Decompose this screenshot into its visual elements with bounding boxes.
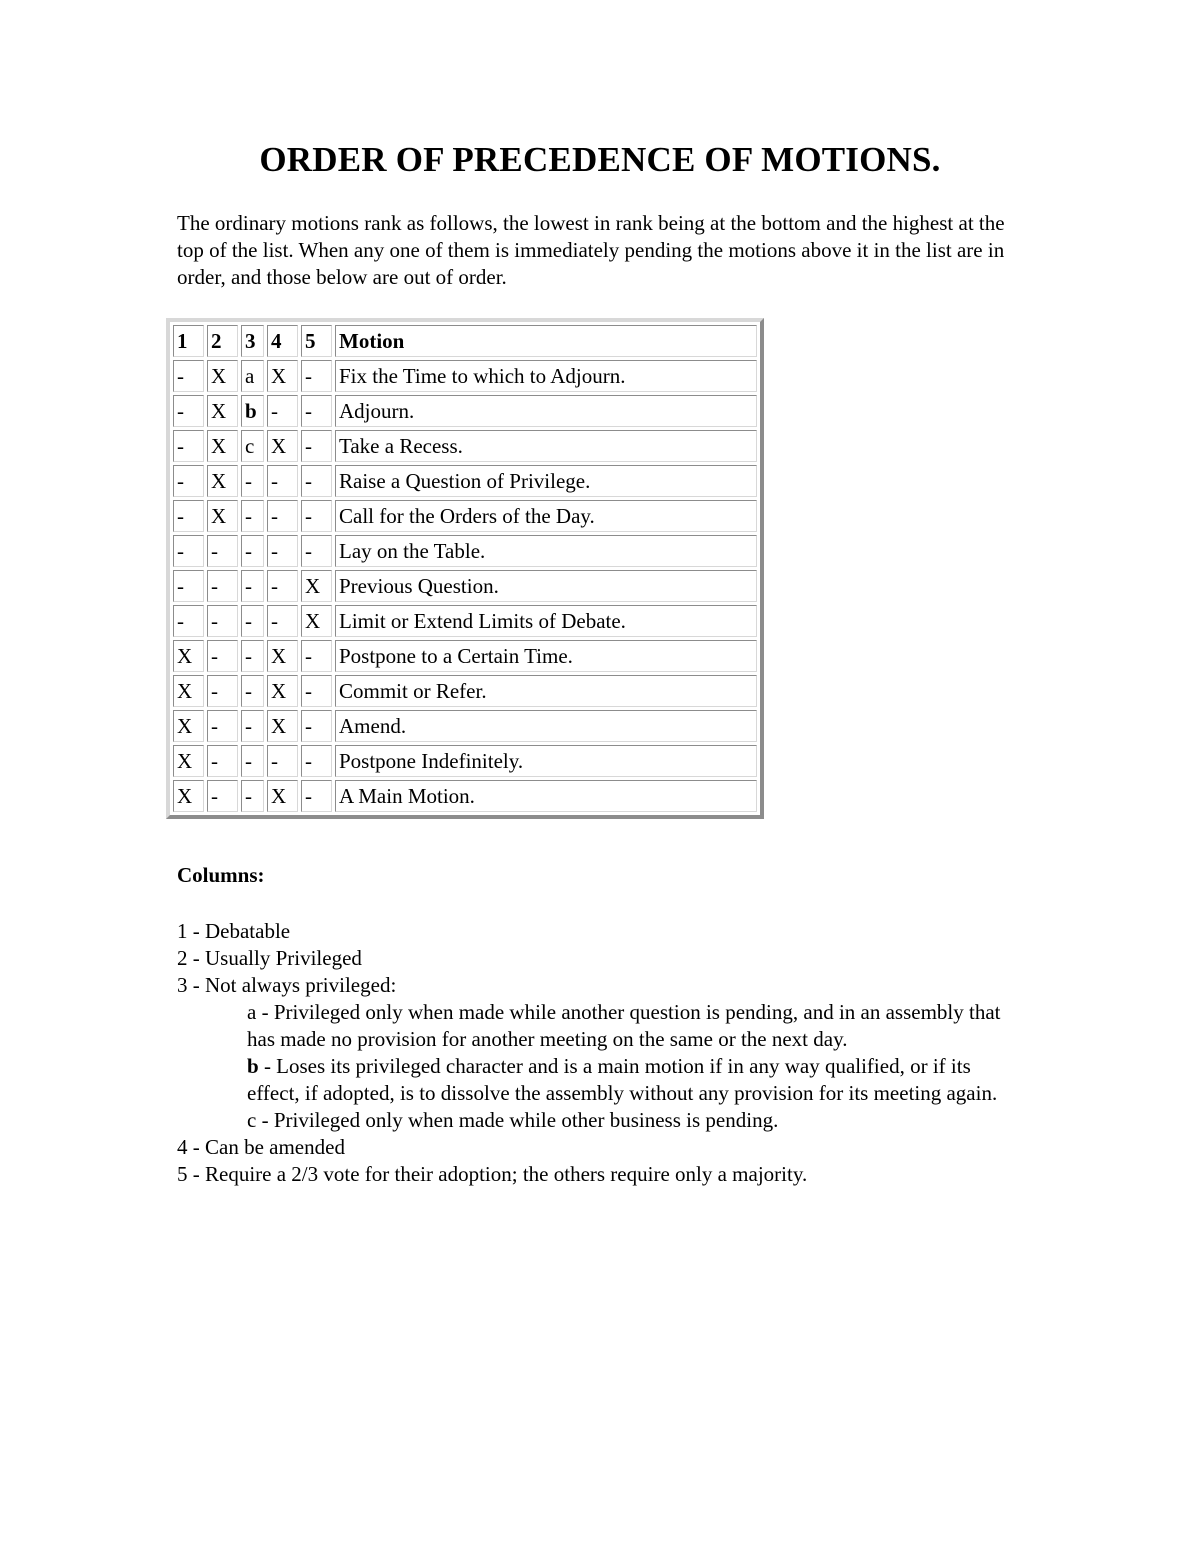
col-3-cell: - (241, 570, 264, 602)
col-5-cell: - (301, 430, 332, 462)
col-3-cell: - (241, 780, 264, 812)
legend-col-3a: a - Privileged only when made while another question is pending, and in an assembly that has made no provision for another meeting on the same or the next day. (247, 1000, 1001, 1051)
col-2-cell: X (207, 500, 238, 532)
header-cell-3: 3 (241, 325, 264, 357)
motion-cell: Adjourn. (335, 395, 757, 427)
col-2-cell: - (207, 605, 238, 637)
header-cell-5: 5 (301, 325, 332, 357)
table-row (173, 430, 757, 462)
col-2-cell: - (207, 710, 238, 742)
col-5-cell: - (301, 780, 332, 812)
header-cell-motion: Motion (335, 325, 757, 357)
motion-cell: Call for the Orders of the Day. (335, 500, 757, 532)
col-1-cell: X (173, 675, 204, 707)
motion-cell: Previous Question. (335, 570, 757, 602)
col-1-cell: X (173, 640, 204, 672)
page-title: ORDER OF PRECEDENCE OF MOTIONS. (259, 140, 941, 179)
table-row (173, 360, 757, 392)
header-cell-4: 4 (267, 325, 298, 357)
motion-cell: A Main Motion. (335, 780, 757, 812)
table-row (173, 465, 757, 497)
col-4-cell: - (267, 570, 298, 602)
col-5-cell: - (301, 465, 332, 497)
col-4-cell: X (267, 430, 298, 462)
col-5-cell: - (301, 535, 332, 567)
col-5-cell: - (301, 710, 332, 742)
col-2-cell: - (207, 640, 238, 672)
col-5-cell: X (301, 570, 332, 602)
intro-paragraph: The ordinary motions rank as follows, the lowest in rank being at the bottom and the highest at the top of the list. When any one of them is immediately pending the motions above it in the list are in order, and those below are out of order. (177, 211, 1005, 289)
motion-cell: Fix the Time to which to Adjourn. (335, 360, 757, 392)
col-3-cell: - (241, 710, 264, 742)
col-5-cell: - (301, 640, 332, 672)
legend-col-3c: c - Privileged only when made while other business is pending. (247, 1108, 779, 1132)
col-3-cell: b (241, 395, 264, 427)
table-row (173, 675, 757, 707)
col-3-cell: a (241, 360, 264, 392)
col-1-cell: - (173, 500, 204, 532)
legend-col-3b (177, 1053, 1027, 1107)
motion-cell: Postpone Indefinitely. (335, 745, 757, 777)
col-5-cell: - (301, 395, 332, 427)
table-row (173, 605, 757, 637)
col-1-cell: - (173, 570, 204, 602)
col-2-cell: X (207, 430, 238, 462)
legend-col-3: 3 - Not always privileged: (177, 973, 397, 997)
header-cell-2: 2 (207, 325, 238, 357)
table-row (173, 500, 757, 532)
header-cell-1: 1 (173, 325, 204, 357)
motion-cell: Lay on the Table. (335, 535, 757, 567)
motions-table (166, 318, 764, 819)
legend-col-3b-text: - Loses its privileged character and is a main motion if in any way qualified, or if its effect, if adopted, is to dissolve the assembly without any provision for its meeting again. (247, 1054, 998, 1105)
col-3-cell: - (241, 500, 264, 532)
table-row (173, 745, 757, 777)
col-5-cell: X (301, 605, 332, 637)
table-row (173, 570, 757, 602)
col-1-cell: X (173, 780, 204, 812)
table-row (173, 780, 757, 812)
col-4-cell: X (267, 360, 298, 392)
columns-legend (177, 918, 1027, 1188)
col-4-cell: X (267, 675, 298, 707)
col-1-cell: - (173, 360, 204, 392)
table-row (173, 710, 757, 742)
col-2-cell: X (207, 360, 238, 392)
col-1-cell: - (173, 430, 204, 462)
legend-col-4: 4 - Can be amended (177, 1135, 345, 1159)
legend-col-5: 5 - Require a 2/3 vote for their adoption; the others require only a majority. (177, 1162, 808, 1186)
col-3-cell: - (241, 535, 264, 567)
col-3-cell: - (241, 465, 264, 497)
col-2-cell: - (207, 570, 238, 602)
col-2-cell: - (207, 675, 238, 707)
col-1-cell: - (173, 395, 204, 427)
col-3-cell: - (241, 675, 264, 707)
col-3-cell: - (241, 605, 264, 637)
motion-cell: Commit or Refer. (335, 675, 757, 707)
col-4-cell: - (267, 605, 298, 637)
col-1-cell: X (173, 710, 204, 742)
col-2-cell: - (207, 535, 238, 567)
table-row (173, 535, 757, 567)
col-5-cell: - (301, 360, 332, 392)
col-4-cell: - (267, 500, 298, 532)
legend-col-1: 1 - Debatable (177, 919, 291, 943)
motion-cell: Postpone to a Certain Time. (335, 640, 757, 672)
col-3-cell: c (241, 430, 264, 462)
col-2-cell: X (207, 465, 238, 497)
col-3-cell: - (241, 640, 264, 672)
col-3-cell: - (241, 745, 264, 777)
motion-cell: Take a Recess. (335, 430, 757, 462)
col-2-cell: - (207, 745, 238, 777)
col-1-cell: X (173, 745, 204, 777)
motion-cell: Raise a Question of Privilege. (335, 465, 757, 497)
col-4-cell: - (267, 535, 298, 567)
motion-cell: Limit or Extend Limits of Debate. (335, 605, 757, 637)
col-1-cell: - (173, 535, 204, 567)
legend-col-2: 2 - Usually Privileged (177, 946, 362, 970)
columns-heading: Columns: (177, 863, 265, 887)
col-4-cell: X (267, 710, 298, 742)
legend-col-3b-key: b (247, 1054, 259, 1078)
table-row (173, 395, 757, 427)
table-row (173, 640, 757, 672)
col-2-cell: X (207, 395, 238, 427)
col-4-cell: - (267, 395, 298, 427)
col-5-cell: - (301, 675, 332, 707)
table-header-row (173, 325, 757, 357)
col-4-cell: - (267, 745, 298, 777)
col-1-cell: - (173, 605, 204, 637)
table-body (173, 360, 757, 812)
col-4-cell: X (267, 780, 298, 812)
col-2-cell: - (207, 780, 238, 812)
col-5-cell: - (301, 745, 332, 777)
col-4-cell: X (267, 640, 298, 672)
col-4-cell: - (267, 465, 298, 497)
motion-cell: Amend. (335, 710, 757, 742)
col-1-cell: - (173, 465, 204, 497)
col-5-cell: - (301, 500, 332, 532)
